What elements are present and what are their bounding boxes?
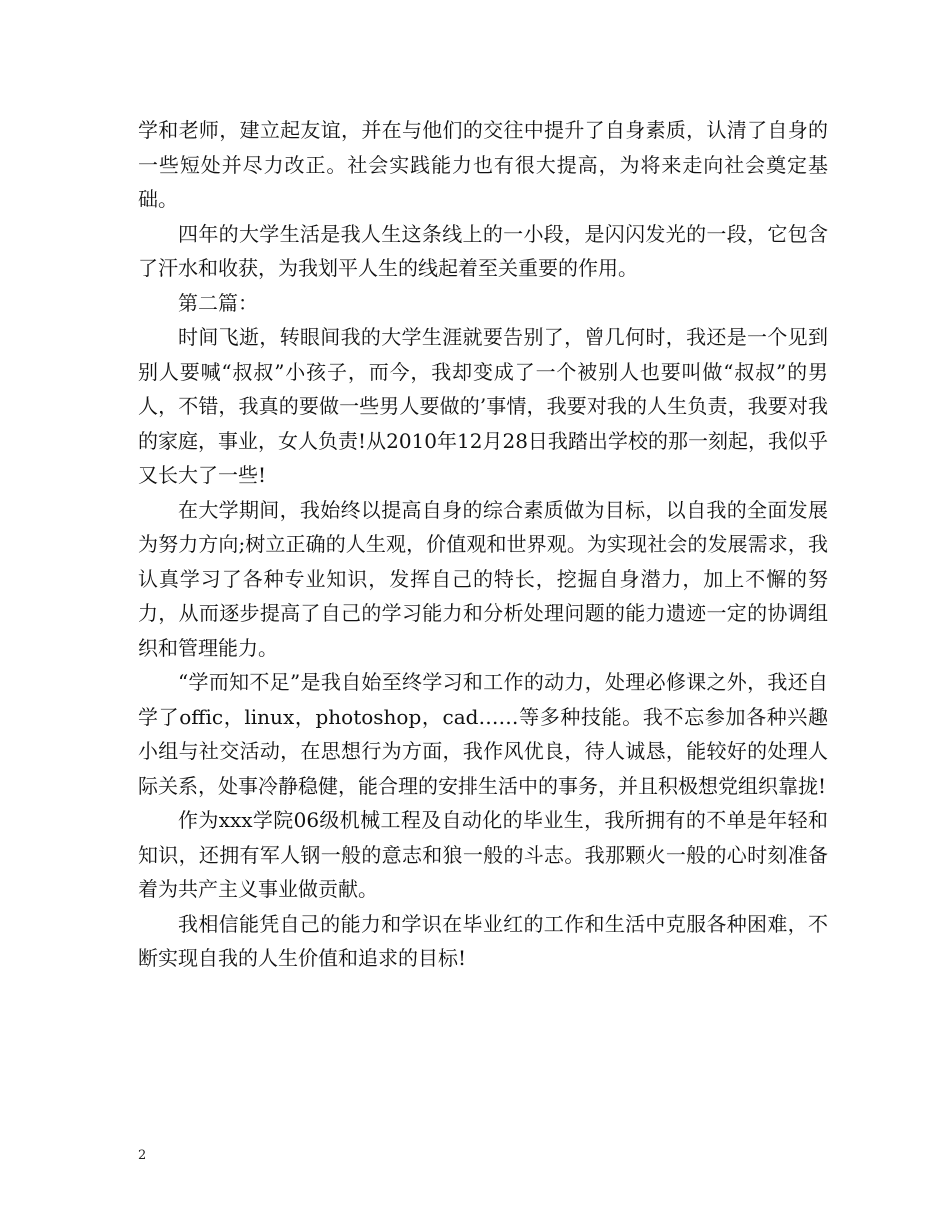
document-body — [138, 113, 828, 976]
paragraph-continuation: 学和老师，建立起友谊，并在与他们的交往中提升了自身素质，认清了自身的一些短处并尽力改正。社会实践能力也有很大提高，为将来走向社会奠定基础。 — [138, 118, 828, 211]
section-heading: 第二篇： — [178, 290, 258, 315]
paragraph: 时间飞逝，转眼间我的大学生涯就要告别了，曾几何时，我还是一个见到别人要喊“叔叔”小孩子，而今，我却变成了一个被别人也要叫做“叔叔”的男人，不错，我真的要做一些男人要做的’事情，我要对我的人生负责，我要对我的家庭，事业，女人负责!从2010年12月28日我踏出学校的那一刻起，我似乎又长大了一些! — [138, 325, 828, 487]
page-number: 2 — [138, 1148, 147, 1163]
paragraph: 作为xxx学院06级机械工程及自动化的毕业生，我所拥有的不单是年轻和知识，还拥有军人钢一般的意志和狼一般的斗志。我那颗火一般的心时刻准备着为共产主义事业做贡献。 — [138, 808, 828, 901]
paragraph: 我相信能凭自己的能力和学识在毕业红的工作和生活中克服各种困难，不断实现自我的人生价值和追求的目标! — [138, 911, 828, 970]
paragraph: 在大学期间，我始终以提高自身的综合素质做为目标，以自我的全面发展为努力方向;树立正确的人生观，价值观和世界观。为实现社会的发展需求，我认真学习了各种专业知识，发挥自己的特长，挖掘自身潜力，加上不懈的努力，从而逐步提高了自己的学习能力和分析处理问题的能力遗迹一定的协调组织和管理能力。 — [138, 497, 828, 660]
paragraph: “学而知不足”是我自始至终学习和工作的动力，处理必修课之外，我还自学了offic，linux，photoshop，cad……等多种技能。我不忘参加各种兴趣小组与社交活动，在思想行为方面，我作风优良，待人诚恳，能较好的处理人际关系，处事冷静稳健，能合理的安排生活中的事务，并且积极想党组织靠拢! — [138, 670, 828, 798]
paragraph: 四年的大学生活是我人生这条线上的一小段，是闪闪发光的一段，它包含了汗水和收获，为我划平人生的线起着至关重要的作用。 — [138, 221, 828, 280]
